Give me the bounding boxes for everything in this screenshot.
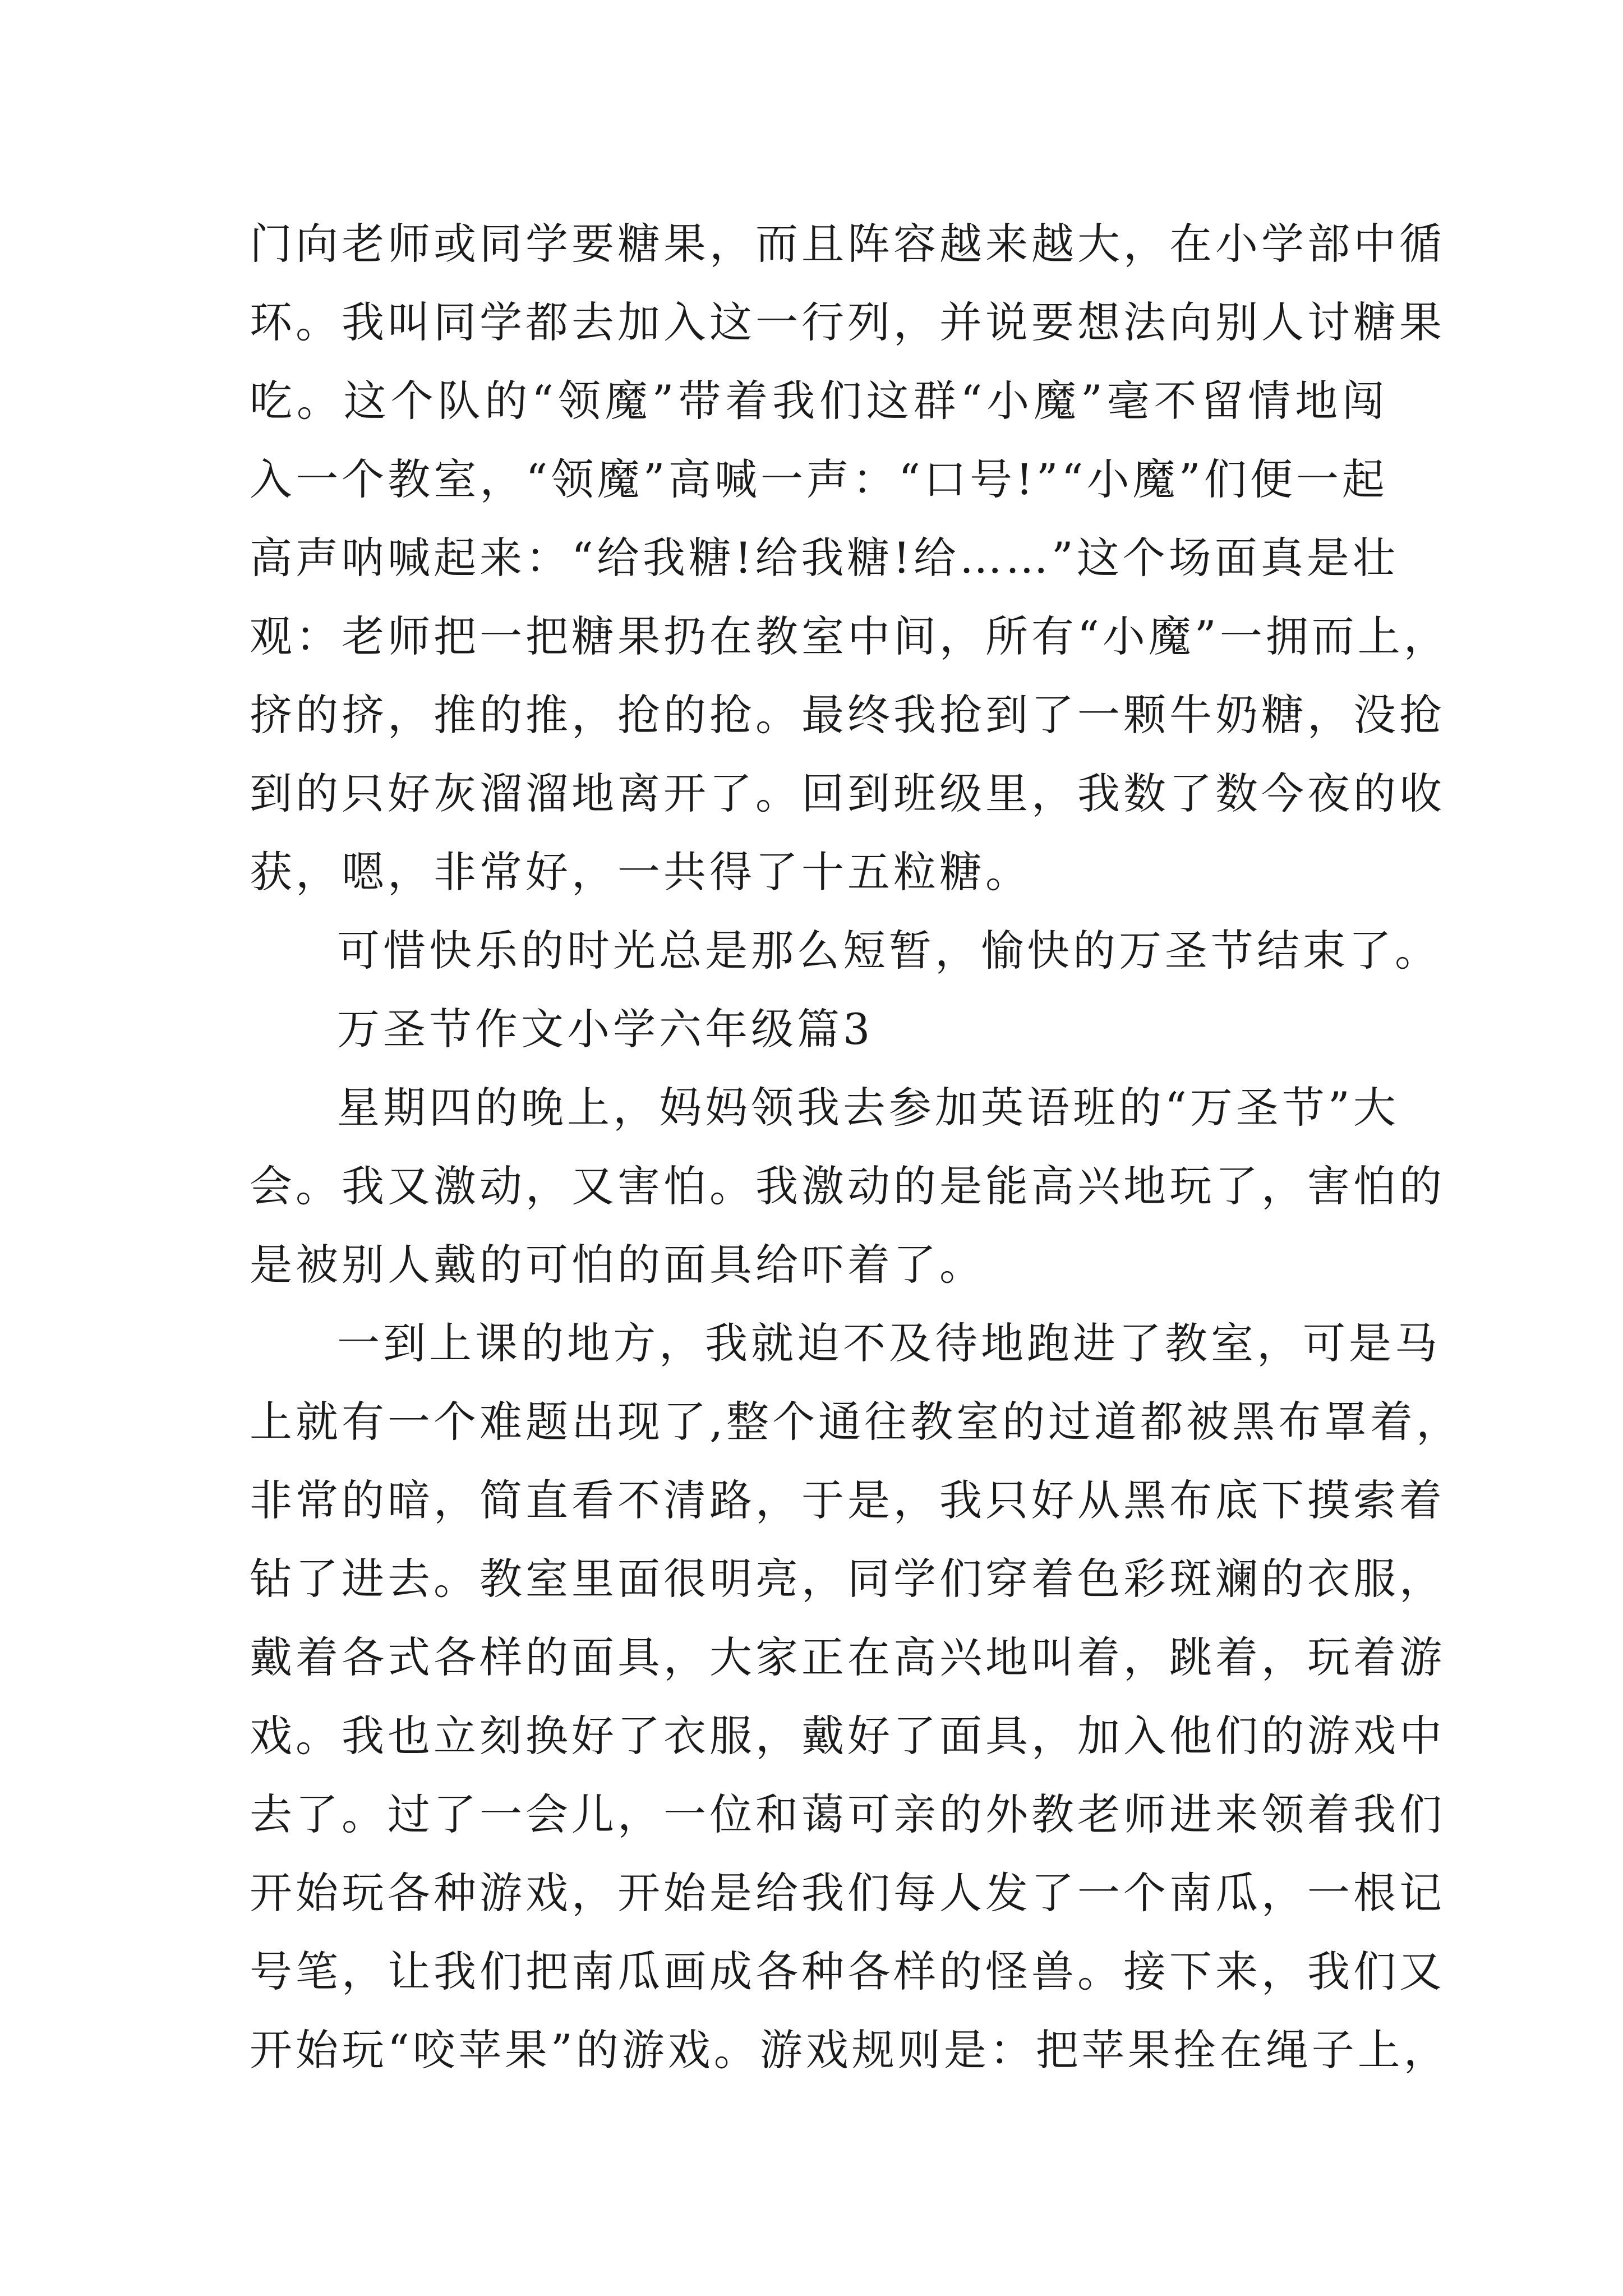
text-line: 高声呐喊起来：“给我糖!给我糖!给……”这个场面真是壮 [250, 533, 1399, 583]
text-line: 获，嗯，非常好，一共得了十五粒糖。 [250, 847, 1031, 897]
text-line: 挤的挤，推的推，抢的抢。最终我抢到了一颗牛奶糖，没抢 [250, 690, 1445, 740]
text-line: 戴着各式各样的面具，大家正在高兴地叫着，跳着，玩着游 [250, 1632, 1445, 1682]
text-line: 去了。过了一会儿，一位和蔼可亲的外教老师进来领着我们 [250, 1789, 1445, 1839]
text-line: 开始玩各种游戏，开始是给我们每人发了一个南瓜，一根记 [250, 1868, 1445, 1918]
text-line: 门向老师或同学要糖果，而且阵容越来越大，在小学部中循 [250, 219, 1445, 269]
text-line: 会。我又激动，又害怕。我激动的是能高兴地玩了，害怕的 [250, 1161, 1445, 1211]
text-line: 钻了进去。教室里面很明亮，同学们穿着色彩斑斓的衣服， [250, 1554, 1445, 1604]
text-line: 观：老师把一把糖果扔在教室中间，所有“小魔”一拥而上， [250, 611, 1450, 661]
essay-text [250, 205, 1463, 2090]
paragraph-first-line: 星期四的晚上，妈妈领我去参加英语班的“万圣节”大 [337, 1083, 1399, 1133]
paragraph-first-line: 一到上课的地方，我就迫不及待地跑进了教室，可是马 [337, 1318, 1441, 1368]
text-line: 吃。这个队的“领魔”带着我们这群“小魔”毫不留情地闯 [250, 376, 1388, 426]
text-line: 戏。我也立刻换好了衣服，戴好了面具，加入他们的游戏中 [250, 1711, 1445, 1761]
section-heading: 万圣节作文小学六年级篇3 [337, 1004, 874, 1054]
text-line: 是被别人戴的可怕的面具给吓着了。 [250, 1240, 985, 1290]
text-line: 到的只好灰溜溜地离开了。回到班级里，我数了数今夜的收 [250, 769, 1445, 818]
text-line: 非常的暗，简直看不清路，于是，我只好从黑布底下摸索着 [250, 1475, 1445, 1525]
text-line: 环。我叫同学都去加入这一行列，并说要想法向别人讨糖果 [250, 297, 1445, 347]
text-line: 开始玩“咬苹果”的游戏。游戏规则是：把苹果拴在绳子上， [250, 2025, 1450, 2075]
text-line: 号笔，让我们把南瓜画成各种各样的怪兽。接下来，我们又 [250, 1947, 1445, 1996]
text-line: 入一个教室，“领魔”高喊一声：“口号!”“小魔”们便一起 [250, 454, 1388, 504]
text-line: 上就有一个难题出现了,整个通往教室的过道都被黑布罩着， [250, 1397, 1463, 1447]
paragraph-first-line: 可惜快乐的时光总是那么短暂，愉快的万圣节结束了。 [337, 926, 1441, 976]
